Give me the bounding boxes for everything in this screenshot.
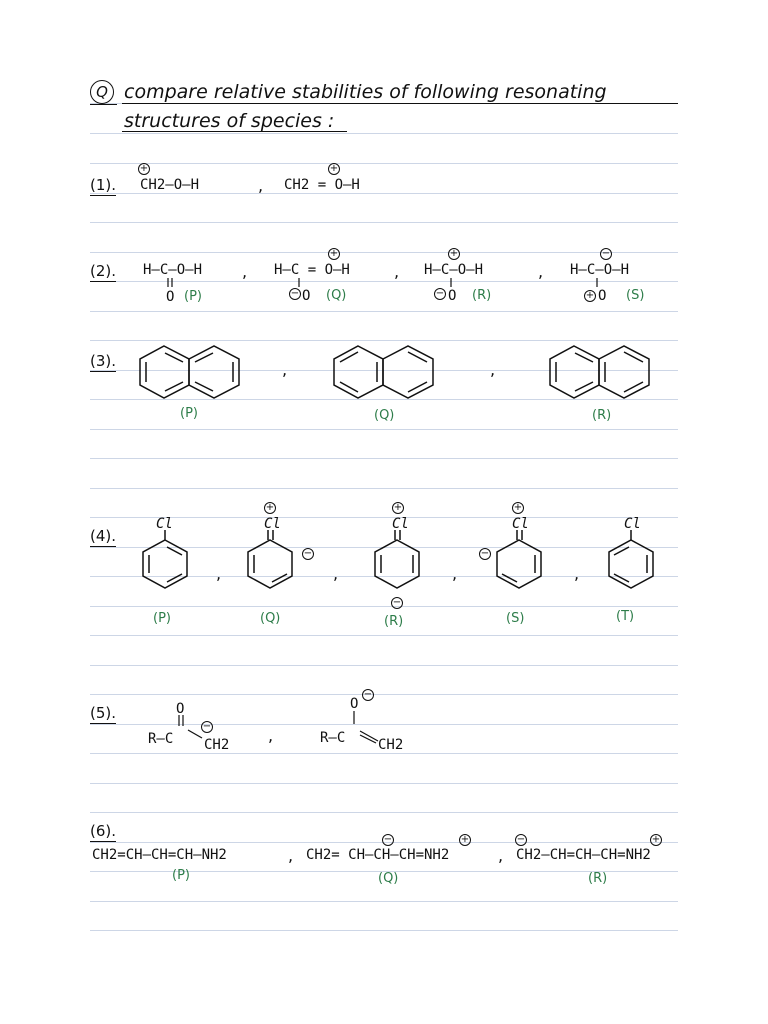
heading-line-1: compare relative stabilities of following resonating	[124, 81, 607, 103]
plus-charge-icon: +	[651, 834, 661, 845]
ruled-line	[90, 812, 678, 813]
structure-2q: H–C = O–H	[274, 262, 350, 278]
label-3r: (R)	[592, 408, 612, 423]
chlorine-label: Cl	[512, 516, 529, 532]
heading-underline-2	[122, 131, 347, 132]
separator: ,	[268, 726, 274, 745]
label-2q: (Q)	[326, 288, 347, 303]
benzene-structure-s	[494, 530, 544, 592]
separator: ,	[282, 360, 288, 379]
oxygen-5b: O	[350, 696, 359, 712]
plus-charge-icon: +	[329, 163, 339, 174]
naphthalene-structure-p	[138, 343, 248, 401]
separator: ,	[394, 262, 400, 281]
question-letter: Q	[96, 83, 108, 101]
separator: ,	[216, 564, 222, 583]
label-6p: (P)	[172, 868, 190, 883]
structure-6q: CH2= CH–CH–CH=NH2	[306, 847, 450, 863]
single-bond-mark	[448, 278, 454, 288]
oxygen-2r: O	[448, 288, 457, 304]
double-bond-mark	[176, 715, 186, 727]
minus-charge-icon: −	[363, 689, 373, 700]
item-number-text: (6).	[90, 822, 117, 840]
ruled-line	[90, 694, 678, 695]
structure-1a: CH2–O–H	[140, 177, 200, 193]
item-number-4	[90, 527, 116, 545]
ruled-line	[90, 222, 678, 223]
single-bond-mark	[594, 278, 600, 288]
label-6r: (R)	[588, 871, 608, 886]
label-4t: (T)	[616, 609, 635, 624]
ruled-line	[90, 665, 678, 666]
ruled-line	[90, 340, 678, 341]
question-underline	[90, 104, 117, 105]
group-5a: CH2	[204, 737, 230, 753]
item-number-6	[90, 822, 116, 840]
structure-2p: H–C–O–H	[143, 262, 203, 278]
label-6q: (Q)	[378, 871, 399, 886]
heading-line-2: structures of species :	[124, 110, 335, 132]
question-marker	[90, 80, 114, 104]
separator: ,	[333, 564, 339, 583]
double-bond-mark	[360, 730, 380, 744]
structure-2r: H–C–O–H	[424, 262, 484, 278]
item-number-5	[90, 704, 116, 722]
ruled-line	[90, 163, 678, 164]
naphthalene-structure-r	[548, 343, 658, 401]
double-bond-mark	[165, 278, 175, 288]
item-number-1	[90, 176, 116, 194]
minus-charge-icon: −	[480, 548, 490, 559]
item-number-3	[90, 352, 116, 370]
single-bond-mark	[296, 278, 302, 288]
structure-5a: R–C	[148, 731, 174, 747]
separator: ,	[242, 262, 248, 281]
separator: ,	[574, 564, 580, 583]
benzene-structure-r	[372, 530, 422, 592]
plus-charge-icon: +	[513, 502, 523, 513]
minus-charge-icon: −	[303, 548, 313, 559]
ruled-line	[90, 252, 678, 253]
ruled-line	[90, 606, 678, 607]
chlorine-label: Cl	[392, 516, 409, 532]
chlorine-label: Cl	[264, 516, 281, 532]
heading-underline-1	[122, 103, 678, 104]
separator: ,	[452, 564, 458, 583]
plus-charge-icon: +	[393, 502, 403, 513]
minus-charge-icon: −	[516, 834, 526, 845]
item-number-2	[90, 262, 116, 280]
minus-charge-icon: −	[290, 288, 300, 299]
ruled-line	[90, 133, 678, 134]
ruled-line	[90, 930, 678, 931]
oxygen-2q: O	[302, 288, 311, 304]
ruled-line	[90, 901, 678, 902]
ruled-line	[90, 753, 678, 754]
label-2r: (R)	[472, 288, 492, 303]
plus-charge-icon: +	[585, 290, 595, 301]
ruled-line	[90, 429, 678, 430]
item-number-text: (4).	[90, 527, 117, 545]
separator: ,	[538, 262, 544, 281]
ruled-line	[90, 635, 678, 636]
oxygen-5a: O	[176, 701, 185, 717]
item-number-text: (1).	[90, 176, 117, 194]
separator: ,	[288, 846, 294, 865]
item-number-text: (2).	[90, 262, 117, 280]
label-4r: (R)	[384, 614, 404, 629]
group-5b: CH2	[378, 737, 404, 753]
label-2s: (S)	[626, 288, 645, 303]
label-3p: (P)	[180, 406, 198, 421]
ruled-line	[90, 311, 678, 312]
oxygen-2s: O	[598, 288, 607, 304]
plus-charge-icon: +	[265, 502, 275, 513]
benzene-structure-t	[606, 530, 656, 592]
minus-charge-icon: −	[392, 597, 402, 608]
minus-charge-icon: −	[601, 248, 611, 259]
item-number-text: (5).	[90, 704, 117, 722]
naphthalene-structure-q	[332, 343, 442, 401]
label-4q: (Q)	[260, 611, 281, 626]
label-4p: (P)	[153, 611, 171, 626]
ruled-line	[90, 517, 678, 518]
ruled-line	[90, 458, 678, 459]
structure-5b: R–C	[320, 730, 346, 746]
benzene-structure-q	[245, 530, 295, 592]
single-bond-mark	[188, 730, 204, 740]
oxygen-2p: O	[166, 289, 175, 305]
structure-1b: CH2 = O–H	[284, 177, 360, 193]
structure-6r: CH2–CH=CH–CH=NH2	[516, 847, 651, 863]
chlorine-label: Cl	[624, 516, 641, 532]
plus-charge-icon: +	[329, 248, 339, 259]
separator: ,	[490, 360, 496, 379]
plus-charge-icon: +	[460, 834, 470, 845]
minus-charge-icon: −	[435, 288, 445, 299]
structure-6p: CH2=CH–CH=CH–NH2	[92, 847, 227, 863]
plus-charge-icon: +	[449, 248, 459, 259]
separator: ,	[258, 176, 264, 195]
separator: ,	[498, 846, 504, 865]
chlorine-label: Cl	[156, 516, 173, 532]
plus-charge-icon: +	[139, 163, 149, 174]
ruled-line	[90, 488, 678, 489]
ruled-line	[90, 783, 678, 784]
label-2p: (P)	[184, 289, 202, 304]
single-bond-mark	[350, 711, 360, 725]
item-number-text: (3).	[90, 352, 117, 370]
ruled-line	[90, 193, 678, 194]
minus-charge-icon: −	[202, 721, 212, 732]
ruled-line	[90, 281, 678, 282]
label-4s: (S)	[506, 611, 525, 626]
structure-2s: H–C–O–H	[570, 262, 630, 278]
minus-charge-icon: −	[383, 834, 393, 845]
benzene-structure-p	[140, 530, 190, 592]
label-3q: (Q)	[374, 408, 395, 423]
